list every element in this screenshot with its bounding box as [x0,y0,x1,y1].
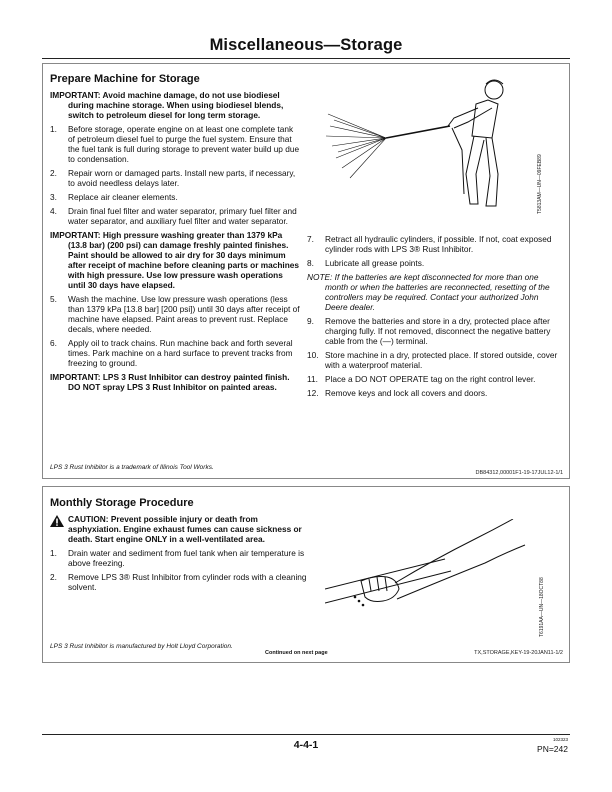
page-title: Miscellaneous—Storage [209,36,403,54]
storage-heading: Prepare Machine for Storage [50,73,200,85]
monthly-left-column [50,514,310,596]
step-number: 12. [307,388,319,398]
monthly-section [42,486,570,663]
step-item [50,168,300,188]
monthly-heading: Monthly Storage Procedure [50,497,194,509]
step-text: Place a DO NOT OPERATE tag on the right control lever. [325,374,536,384]
date-code: 102323 [552,737,568,742]
important-rust-inhibitor: IMPORTANT: LPS 3 Rust Inhibitor can destroy painted finish. DO NOT spray LPS 3 Rust Inhibitor on painted areas. [50,372,290,392]
step-text: Store machine in a dry, protected place. If stored outside, cover with a waterproof material. [325,350,558,370]
step-item [307,374,563,384]
step-number: 5. [50,294,57,304]
step-text: Repair worn or damaged parts. Install new parts, if necessary, to avoid needless delays later. [68,168,296,188]
step-item [307,350,563,370]
step-item [50,192,300,202]
monthly-figure-code: T6191AA—UN—18OCT88 [539,577,545,637]
pn-label: PN=242 [537,744,568,754]
storage-ref-code: DB84312,00001F1-19-17JUL12-1/1 [475,470,563,476]
step-number: 6. [50,338,57,348]
step-number: 7. [307,234,314,244]
step-text: Remove the batteries and store in a dry, protected place after charging fully. If not removed, disconnect the negative battery cable from the (—) terminal. [325,316,551,346]
step-item [307,316,563,346]
step-number: 1. [50,124,57,134]
step-number: 3. [50,192,57,202]
caution-text: CAUTION: Prevent possible injury or death from asphyxiation. Engine exhaust fumes can cause sickness or death. Start engine ONLY in a well-ventilated area. [50,514,310,544]
battery-note: NOTE: If the batteries are kept disconnected for more than one month or when the batteries are reconnected, resetting of the controllers may be required. Contact your authorized John Deere dealer. [307,272,550,312]
step-item [50,548,310,568]
step-item [50,294,300,334]
step-text: Apply oil to track chains. Run machine back and forth several times. Park machine on a hard surface to prevent tracks from freezing to ground. [68,338,293,368]
storage-figure-code: T5813AM—UN—09FEB89 [537,154,543,214]
step-number: 2. [50,572,57,582]
warning-triangle-icon [50,515,64,527]
step-number: 1. [50,548,57,558]
footer-divider [42,734,570,735]
step-text: Before storage, operate engine on at least one complete tank of petroleum diesel fuel to purge the fuel system. Ensure that the fuel tank is full during storage to prevent water build up due to condensation. [68,124,300,164]
step-number: 10. [307,350,319,360]
storage-section [42,63,570,479]
title-divider [42,58,570,59]
person-head [485,81,503,99]
step-text: Retract all hydraulic cylinders, if possible. If not, coat exposed cylinder rods with LPS 3® Rust Inhibitor. [325,234,552,254]
step-item [50,124,300,164]
step-text: Wash the machine. Use low pressure wash operations (less than 1379 kPa [13.8 bar] [200 psi]) until 30 days after receipt of machine have elapsed. Paint areas to prevent rust. Replace decals, where needed. [68,294,300,334]
storage-footnote: LPS 3 Rust Inhibitor is a trademark of Illinois Tool Works. [50,464,214,471]
step-number: 8. [307,258,314,268]
continued-label: Continued on next page [265,650,328,656]
step-item [50,206,300,226]
monthly-footnote: LPS 3 Rust Inhibitor is manufactured by Holt Lloyd Corporation. [50,643,233,650]
step-number: 11. [307,374,318,384]
step-item [307,234,563,254]
step-number: 2. [50,168,57,178]
step-text: Remove keys and lock all covers and doors. [325,388,488,398]
step-text: Drain water and sediment from fuel tank when air temperature is above freezing. [68,548,305,568]
monthly-ref-code: TX,STORAGE,KEY-19-20JAN11-1/2 [474,650,563,656]
step-item [50,338,300,368]
step-item [307,258,563,268]
storage-left-column [50,90,300,396]
pressure-washer-illustration [326,74,526,219]
hands-cleaning-rod-illustration [325,519,535,639]
step-text: Drain final fuel filter and water separator, primary fuel filter and water separator, and auxiliary fuel filter and water separator. [68,206,297,226]
important-pressure-wash: IMPORTANT: High pressure washing greater than 1379 kPa (13.8 bar) (200 psi) can damage freshly painted finishes. Paint should be allowed to air dry for 30 days minimum after receipt of machine before cleaning parts or machines with high pressure. Use low pressure wash operations until 30 days have elapsed. [50,230,300,290]
storage-right-column [307,234,563,402]
step-text: Remove LPS 3® Rust Inhibitor from cylinder rods with a cleaning solvent. [68,572,307,592]
step-item [307,388,563,398]
important-biodiesel: IMPORTANT: Avoid machine damage, do not use biodiesel during machine storage. When using biodiesel blends, switch to petroleum diesel for long term storage. [50,90,284,120]
step-number: 9. [307,316,314,326]
step-number: 4. [50,206,57,216]
step-text: Lubricate all grease points. [325,258,425,268]
step-text: Replace air cleaner elements. [68,192,178,202]
step-item [50,572,310,592]
page-number: 4-4-1 [293,739,319,751]
